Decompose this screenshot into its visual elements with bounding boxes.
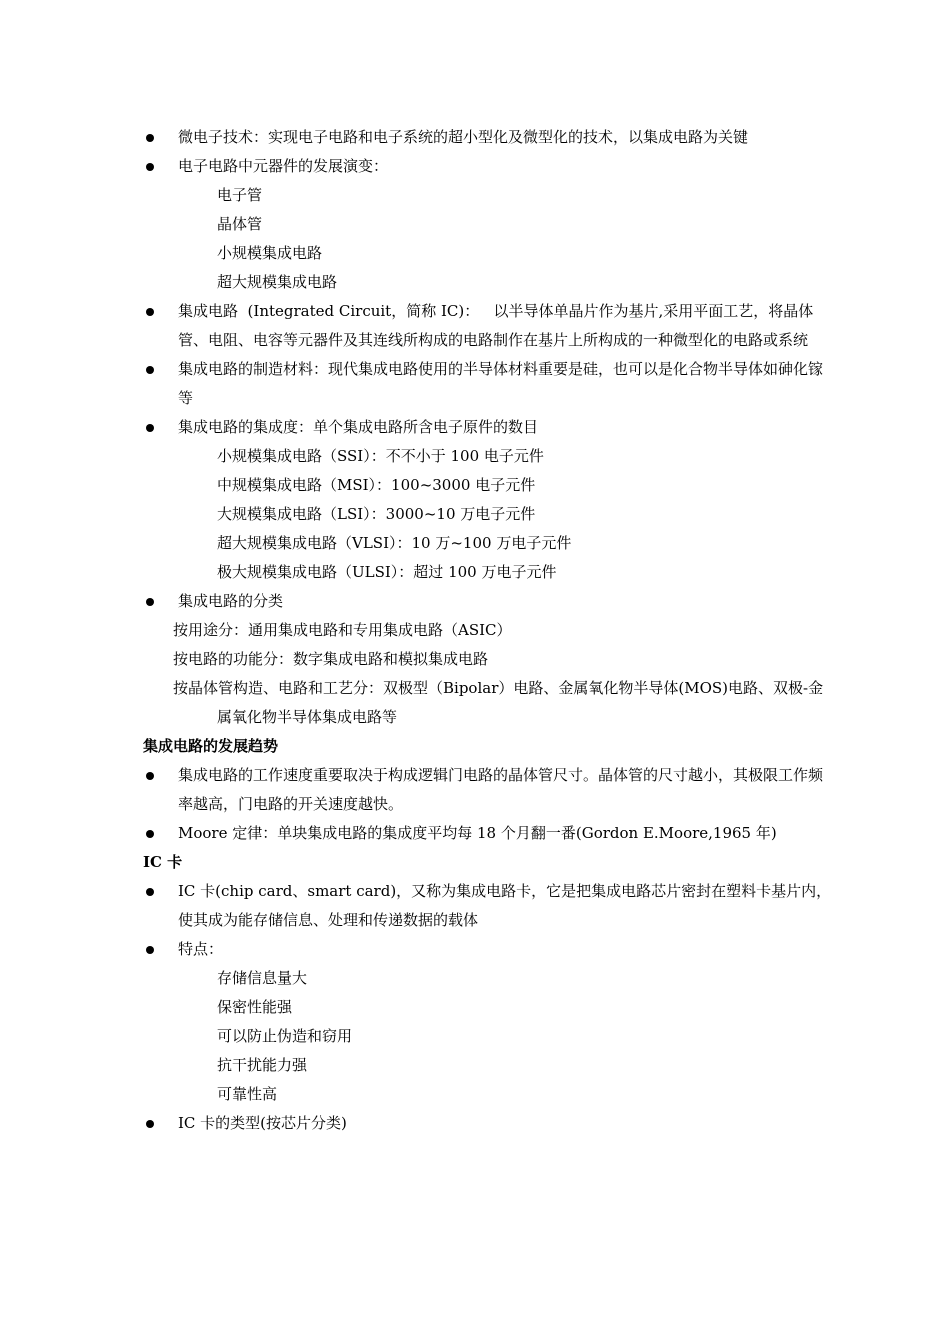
evolution-item: 小规模集成电路 (217, 244, 323, 262)
feature-item: 可靠性高 (217, 1085, 278, 1103)
feature-item: 存储信息量大 (217, 969, 308, 987)
ic-card-features-title: 特点： (178, 940, 224, 958)
feature-item: 可以防止伪造和窃用 (217, 1027, 353, 1045)
evolution-title: 电子电路中元器件的发展演变： (178, 157, 389, 175)
document-body (143, 123, 833, 1138)
bullet-moore-law (143, 819, 833, 848)
bullet-ic-definition (143, 297, 833, 355)
bullet-trend-speed (143, 761, 833, 819)
ic-definition-text: 集成电路 (Integrated Circuit，简称 IC)： 以半导体单晶片作为基片,采用平面工艺，将晶体管、电阻、电容等元器件及其连线所构成的电路制作在基片上所构成的一种微型化的电路或系统 (178, 302, 814, 349)
integration-item: 大规模集成电路（LSI）：3000~10 万电子元件 (217, 505, 536, 523)
evolution-item: 超大规模集成电路 (217, 273, 338, 291)
ic-card-definition-text: IC 卡(chip card、smart card)，又称为集成电路卡，它是把集成电路芯片密封在塑料卡基片内，使其成为能存储信息、处理和传递数据的载体 (178, 882, 832, 929)
trend-speed-text: 集成电路的工作速度重要取决于构成逻辑门电路的晶体管尺寸。晶体管的尺寸越小，其极限工作频率越高，门电路的开关速度越快。 (178, 766, 824, 813)
bullet-ic-card-types (143, 1109, 833, 1138)
integration-title: 集成电路的集成度：单个集成电路所含电子原件的数目 (178, 418, 539, 436)
evolution-item: 晶体管 (217, 215, 263, 233)
ic-material-text: 集成电路的制造材料：现代集成电路使用的半导体材料重要是硅，也可以是化合物半导体如砷化镓等 (178, 360, 824, 407)
trend-heading: 集成电路的发展趋势 (143, 737, 279, 755)
bullet-microelectronics (143, 123, 833, 152)
evolution-item: 电子管 (217, 186, 263, 204)
classification-title: 集成电路的分类 (178, 592, 284, 610)
classification-by-structure: 按晶体管构造、电路和工艺分：双极型（Bipolar）电路、金属氧化物半导体(MOS)电路、双极-金属氧化物半导体集成电路等 (173, 679, 824, 726)
bullet-integration (143, 413, 833, 442)
bullet-classification (143, 587, 833, 616)
bullet-ic-card-definition (143, 877, 833, 935)
feature-item: 抗干扰能力强 (217, 1056, 308, 1074)
bullet-ic-material (143, 355, 833, 413)
microelectronics-text: 微电子技术：实现电子电路和电子系统的超小型化及微型化的技术，以集成电路为关键 (178, 128, 749, 146)
integration-item: 超大规模集成电路（VLSI）：10 万~100 万电子元件 (217, 534, 572, 552)
bullet-ic-card-features (143, 935, 833, 964)
ic-card-heading: IC 卡 (143, 853, 183, 871)
integration-item: 小规模集成电路（SSI）：不不小于 100 电子元件 (217, 447, 544, 465)
integration-item: 中规模集成电路（MSI）：100~3000 电子元件 (217, 476, 536, 494)
feature-item: 保密性能强 (217, 998, 293, 1016)
moore-law-text: Moore 定律：单块集成电路的集成度平均每 18 个月翻一番(Gordon E.Moore,1965 年) (178, 824, 777, 842)
classification-by-use: 按用途分：通用集成电路和专用集成电路（ASIC） (173, 621, 512, 639)
bullet-evolution (143, 152, 833, 181)
integration-item: 极大规模集成电路（ULSI）：超过 100 万电子元件 (217, 563, 557, 581)
classification-by-function: 按电路的功能分：数字集成电路和模拟集成电路 (173, 650, 489, 668)
ic-card-types-text: IC 卡的类型(按芯片分类) (178, 1114, 347, 1132)
